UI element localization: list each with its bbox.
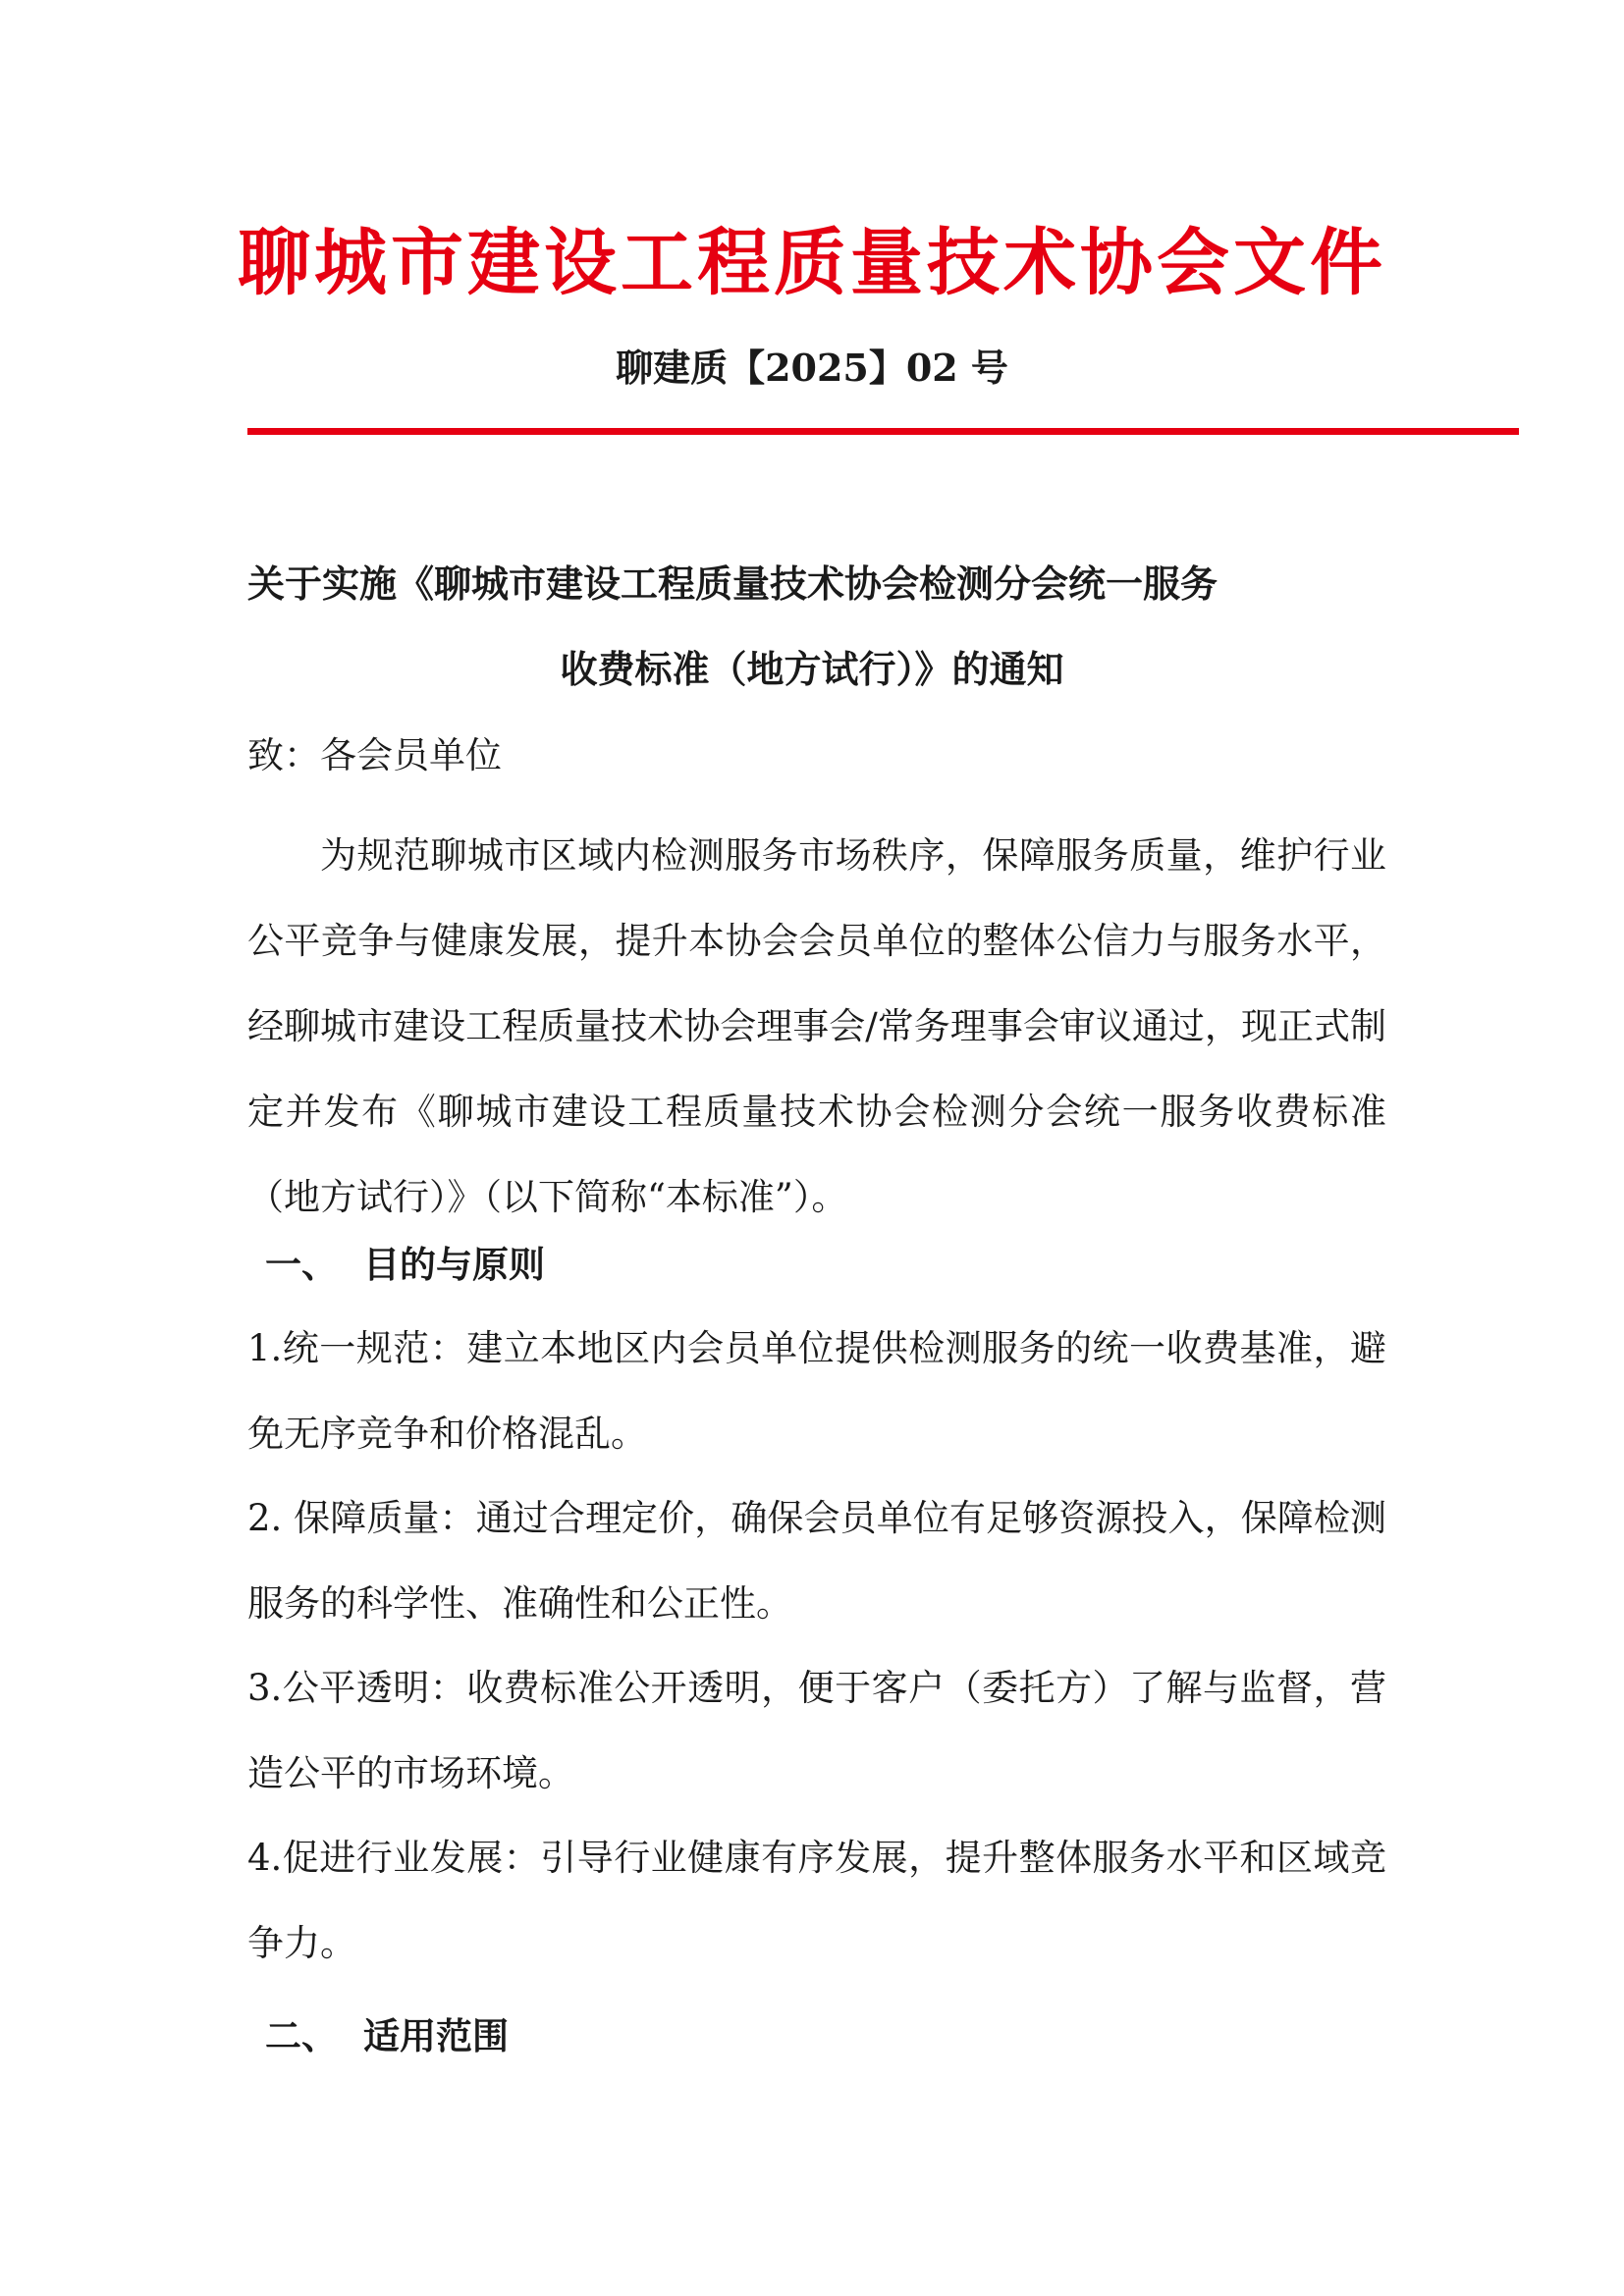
notice-title-line-2: 收费标准（地方试行）》的通知: [560, 647, 1064, 691]
section-number: 二、: [265, 2014, 338, 2057]
section-number: 一、: [265, 1243, 338, 1286]
section-1-item-2: 2. 保障质量：通过合理定价，确保会员单位有足够资源投入，保障检测服务的科学性、准确性和公正性。: [247, 1497, 1386, 1625]
document-number: 聊建质【2025】02 号: [616, 346, 1008, 390]
intro-paragraph: 为规范聊城市区域内检测服务市场秩序，保障服务质量，维护行业公平竞争与健康发展，提升本协会会员单位的整体公信力与服务水平，经聊城市建设工程质量技术协会理事会/常务理事会审议通过，现正式制定并发布《聊城市建设工程质量技术协会检测分会统一服务收费标准（地方试行）》（以下简称“本标准”）。: [247, 834, 1386, 1218]
red-divider: [247, 428, 1519, 435]
section-heading-1: [265, 1235, 545, 1294]
notice-title-line-1: 关于实施《聊城市建设工程质量技术协会检测分会统一服务: [247, 561, 1218, 606]
addressee: 致：各会员单位: [247, 734, 502, 776]
section-title: 目的与原则: [363, 1243, 545, 1286]
section-title: 适用范围: [363, 2014, 509, 2057]
org-title: 聊城市建设工程质量技术协会文件: [238, 221, 1386, 305]
section-heading-2: [265, 2006, 509, 2065]
section-1-item-1: 1.统一规范：建立本地区内会员单位提供检测服务的统一收费基准，避免无序竞争和价格混乱。: [247, 1327, 1386, 1455]
section-1-item-4: 4.促进行业发展：引导行业健康有序发展，提升整体服务水平和区域竞争力。: [247, 1837, 1386, 1964]
section-1-item-3: 3.公平透明：收费标准公开透明，便于客户（委托方）了解与监督，营造公平的市场环境。: [247, 1667, 1386, 1794]
